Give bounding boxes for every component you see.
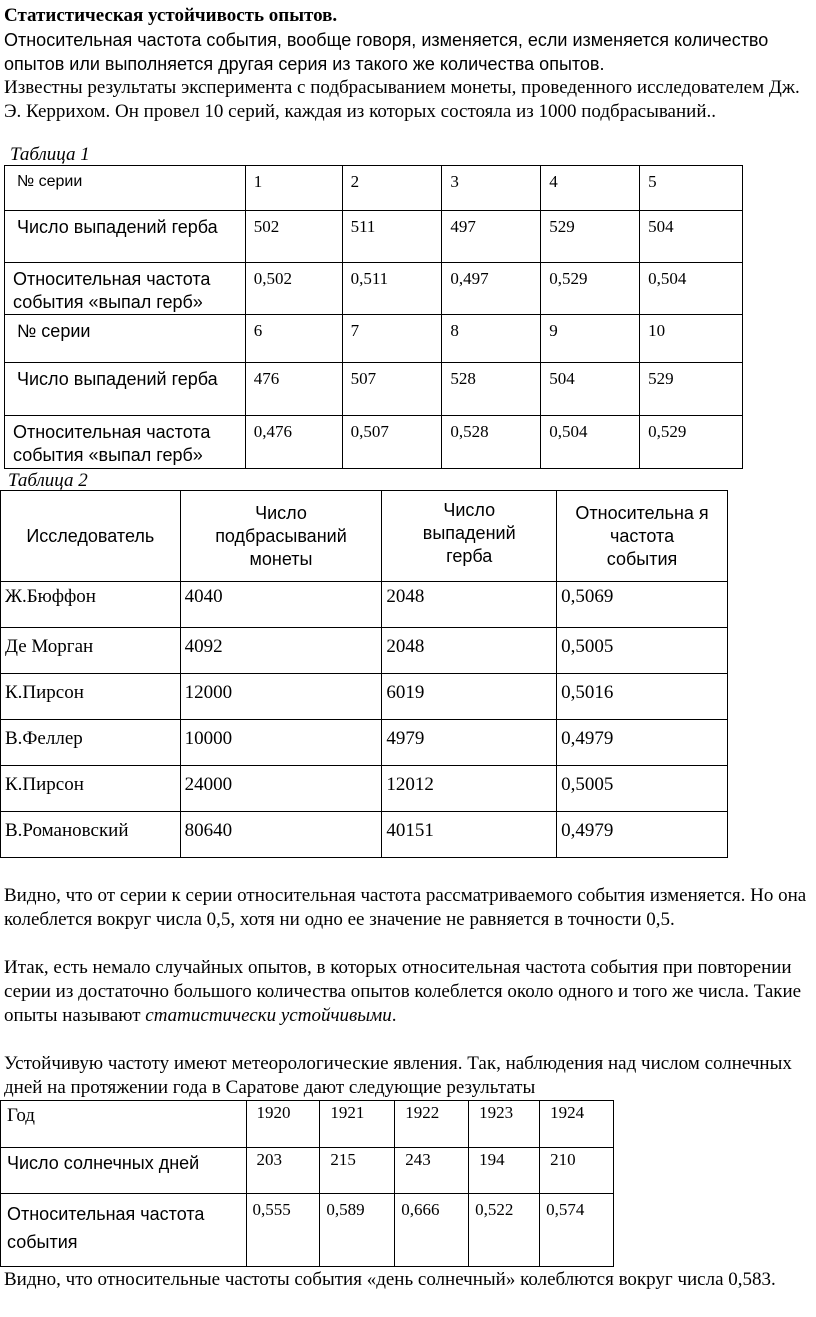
table-cell: 243 (395, 1148, 469, 1194)
paragraph-stability: Итак, есть немало случайных опытов, в которых относительная частота события при повторении серии из достаточно большого количества опытов колеблется около одного и того же числа. Такие опыты называют статистически устойчивыми. (4, 957, 802, 1026)
table2-caption: Таблица 2 (8, 470, 88, 491)
table-cell: 203 (246, 1148, 320, 1194)
table-cell: 7 (342, 315, 442, 363)
table-cell: 0,528 (442, 416, 541, 469)
table1 (4, 165, 743, 469)
table-cell: 0,504 (541, 416, 640, 469)
row-label: Число выпадений герба (5, 211, 246, 263)
table-cell: 0,497 (442, 263, 541, 315)
table-cell: 6 (245, 315, 342, 363)
table-cell: 528 (442, 363, 541, 416)
emphasis-term: статистически устойчивыми (145, 1005, 392, 1026)
table-cell: 511 (342, 211, 442, 263)
table-cell: 0,529 (541, 263, 640, 315)
table-cell: 0,502 (245, 263, 342, 315)
table-cell: К.Пирсон (1, 766, 181, 812)
table-row (1, 812, 728, 858)
table-row (1, 582, 728, 628)
table-row (1, 1101, 614, 1148)
table-cell: 10000 (180, 720, 382, 766)
page-title: Статистическая устойчивость опытов. (4, 5, 338, 26)
table-cell: 210 (540, 1148, 614, 1194)
table-cell: 2048 (382, 582, 557, 628)
table-cell: 497 (442, 211, 541, 263)
table-cell: 4979 (382, 720, 557, 766)
table-cell: 504 (541, 363, 640, 416)
row-label: Относительная частота события «выпал герб» (5, 263, 246, 315)
row-label: Относительная частота события (1, 1194, 247, 1267)
table-cell: 9 (541, 315, 640, 363)
table-cell: 5 (640, 166, 743, 211)
table-cell: 502 (245, 211, 342, 263)
row-label: № серии (5, 166, 246, 211)
table-cell: 24000 (180, 766, 382, 812)
table-cell: 8 (442, 315, 541, 363)
row-label: Относительная частота события «выпал герб» (5, 416, 246, 469)
intro-experiment: Известны результаты эксперимента с подбрасыванием монеты, проведенного исследователем Дж. Э. Керрихом. Он провел 10 серий, каждая из которых состояла из 1000 подбрасываний.. (4, 77, 800, 122)
table-cell: 1 (245, 166, 342, 211)
table-row (5, 363, 743, 416)
table-cell: 194 (469, 1148, 540, 1194)
table-row (1, 766, 728, 812)
table-cell: В.Романовский (1, 812, 181, 858)
table-cell: 1920 (246, 1101, 320, 1148)
table-cell: 12000 (180, 674, 382, 720)
table-cell: 80640 (180, 812, 382, 858)
table-cell: 4 (541, 166, 640, 211)
table-row (1, 720, 728, 766)
table-header-row (1, 491, 728, 582)
header-tosses: Число подбрасываний монеты (180, 491, 382, 582)
table-cell: 504 (640, 211, 743, 263)
table-cell: 0,5016 (557, 674, 728, 720)
intro-definition: Относительная частота события, вообще говоря, изменяется, если изменяется количество опытов или выполняется другая серия из такого же количества опытов. (4, 30, 769, 74)
table-cell: 0,555 (246, 1194, 320, 1267)
table-row (1, 674, 728, 720)
table-cell: 507 (342, 363, 442, 416)
table-cell: 2048 (382, 628, 557, 674)
table-cell: 1921 (320, 1101, 395, 1148)
intro (4, 4, 810, 124)
table1-caption: Таблица 1 (10, 144, 90, 165)
paragraph-conclusion: Видно, что относительные частоты события «день солнечный» колеблются вокруг числа 0,583. (4, 1269, 776, 1290)
header-heads: Число выпадений герба (382, 491, 557, 582)
table-cell: 40151 (382, 812, 557, 858)
table-cell: 476 (245, 363, 342, 416)
table-cell: 10 (640, 315, 743, 363)
table-row (1, 628, 728, 674)
table-cell: 1924 (540, 1101, 614, 1148)
table-cell: 529 (541, 211, 640, 263)
table-cell: 2 (342, 166, 442, 211)
table-cell: 0,4979 (557, 720, 728, 766)
table-row (5, 263, 743, 315)
paragraph-variation: Видно, что от серии к серии относительная частота рассматриваемого события изменяется. Но она колеблется вокруг числа 0,5, хотя ни одно ее значение не равняется в точности 0,5. (4, 885, 807, 930)
row-label: Число выпадений герба (5, 363, 246, 416)
table-row (5, 416, 743, 469)
table-cell: 0,507 (342, 416, 442, 469)
table-row (1, 1148, 614, 1194)
table-cell: К.Пирсон (1, 674, 181, 720)
table-cell: 3 (442, 166, 541, 211)
table-cell: 0,5005 (557, 766, 728, 812)
table-row (5, 315, 743, 363)
table-cell: 0,476 (245, 416, 342, 469)
table2 (0, 490, 728, 858)
table-cell: 6019 (382, 674, 557, 720)
table-cell: 0,529 (640, 416, 743, 469)
table-cell: 0,5069 (557, 582, 728, 628)
table-cell: 0,589 (320, 1194, 395, 1267)
paragraph-meteorology: Устойчивую частоту имеют метеорологические явления. Так, наблюдения над числом солнечных дней на протяжении года в Саратове дают следующие результаты (4, 1053, 792, 1098)
table-cell: 0,522 (469, 1194, 540, 1267)
table-cell: 1923 (469, 1101, 540, 1148)
table-row (5, 211, 743, 263)
table-cell: 0,4979 (557, 812, 728, 858)
table-row (5, 166, 743, 211)
header-researcher: Исследователь (1, 491, 181, 582)
table-cell: 0,666 (395, 1194, 469, 1267)
table-cell: 0,511 (342, 263, 442, 315)
row-label: № серии (5, 315, 246, 363)
row-label: Год (1, 1101, 247, 1148)
table-cell: 4040 (180, 582, 382, 628)
table-cell: 0,5005 (557, 628, 728, 674)
row-label: Число солнечных дней (1, 1148, 247, 1194)
table-cell: 1922 (395, 1101, 469, 1148)
table3 (0, 1100, 614, 1267)
table-cell: Ж.Бюффон (1, 582, 181, 628)
table-cell: 0,504 (640, 263, 743, 315)
table-cell: В.Феллер (1, 720, 181, 766)
table-cell: 215 (320, 1148, 395, 1194)
table-cell: Де Морган (1, 628, 181, 674)
table-cell: 529 (640, 363, 743, 416)
table-cell: 12012 (382, 766, 557, 812)
table-cell: 4092 (180, 628, 382, 674)
table-cell: 0,574 (540, 1194, 614, 1267)
header-frequency: Относительна я частота события (557, 491, 728, 582)
table-row (1, 1194, 614, 1267)
